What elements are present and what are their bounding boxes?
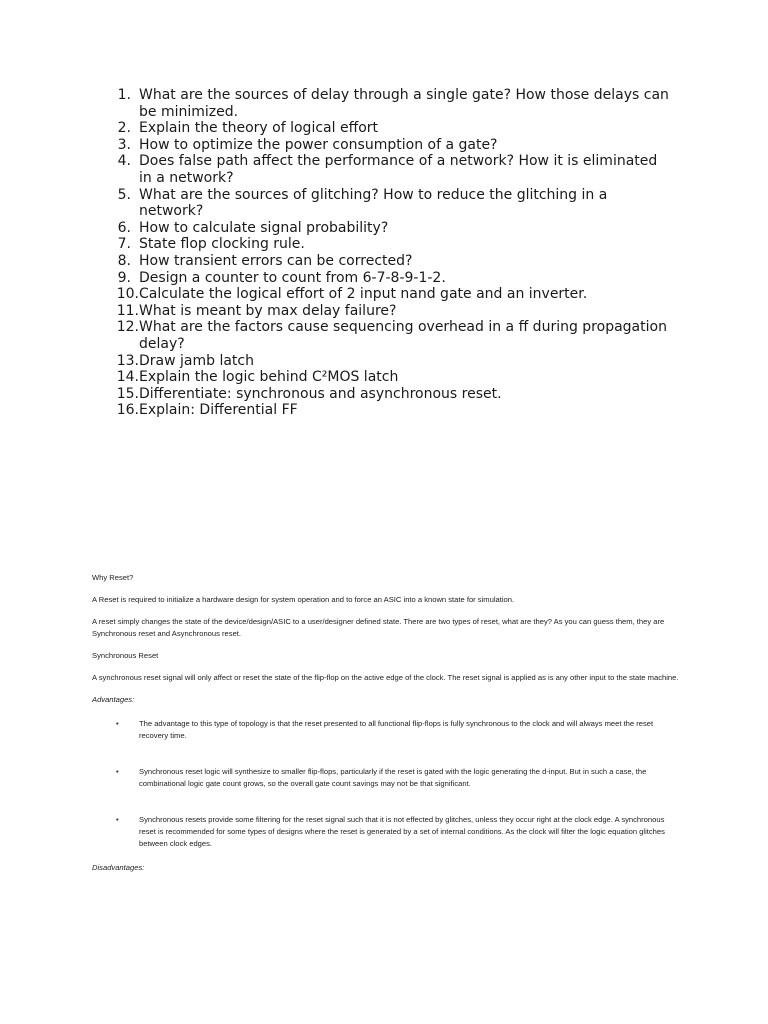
list-item <box>0 253 768 270</box>
item-number: 14. <box>116 369 139 386</box>
list-item <box>0 220 768 237</box>
item-text: Explain: Differential FF <box>139 402 298 419</box>
paragraph: A Reset is required to initialize a hardware design for system operation and to force an ASIC into a known state for simulation. <box>92 595 515 604</box>
list-item <box>0 120 768 137</box>
item-text: What are the sources of glitching? How to reduce the glitching in a network? <box>139 186 608 220</box>
item-text: Explain the logic behind C²MOS latch <box>139 369 399 386</box>
list-item <box>0 353 768 370</box>
item-number: 9. <box>117 269 131 286</box>
item-number: 12. <box>116 319 139 336</box>
item-number: 4. <box>117 153 131 170</box>
item-text: State flop clocking rule. <box>139 236 305 253</box>
item-text: Differentiate: synchronous and asynchronous reset. <box>139 385 502 402</box>
item-number: 13. <box>116 352 139 369</box>
paragraph: A synchronous reset signal will only affect or reset the state of the flip-flop on the active edge of the clock. The reset signal is applied as is any other input to the state machine. <box>92 673 679 682</box>
item-number: 3. <box>117 136 131 153</box>
bullet-item <box>92 814 682 850</box>
item-text: How transient errors can be corrected? <box>139 252 413 269</box>
list-item <box>0 236 768 253</box>
list-item <box>0 137 768 154</box>
item-number: 2. <box>117 120 131 137</box>
item-text: Draw jamb latch <box>139 352 254 369</box>
bullet-icon: • <box>116 767 119 776</box>
item-number: 6. <box>117 219 131 236</box>
list-item <box>0 402 768 419</box>
list-item <box>0 153 768 186</box>
item-number: 7. <box>117 236 131 253</box>
item-number: 1. <box>117 87 131 103</box>
item-text: Explain the theory of logical effort <box>139 120 379 137</box>
bullet-item <box>92 766 682 790</box>
item-number: 10. <box>116 286 139 303</box>
item-number: 8. <box>117 252 131 269</box>
bullet-text: Synchronous resets provide some filtering for the reset signal such that it is not effected by glitches, unless they occur right at the clock edge. A synchronous reset is recommended for some types of designs where the reset is generated by a set of internal conditions. As the clock will filter the logic equation glitches between clock edges. <box>139 815 665 848</box>
list-item <box>0 270 768 287</box>
list-item <box>0 187 768 220</box>
bullet-text: Synchronous reset logic will synthesize to smaller flip-flops, particularly if the reset is gated with the logic generating the d-input. But in such a case, the combinational logic gate count grows, so the overall gate count savings may not be that significant. <box>139 767 647 788</box>
section-heading-why-reset: Why Reset? <box>92 573 134 582</box>
list-item <box>0 286 768 303</box>
item-text: What is meant by max delay failure? <box>139 302 397 319</box>
advantages-heading: Advantages: <box>92 695 135 704</box>
list-item <box>0 369 768 386</box>
list-item <box>0 319 768 352</box>
bullet-text: The advantage to this type of topology is that the reset presented to all functional flip-flops is fully synchronous to the clock and will always meet the reset recovery time. <box>139 719 654 740</box>
item-number: 15. <box>116 385 139 402</box>
paragraph: A reset simply changes the state of the device/design/ASIC to a user/designer defined state. There are two types of reset, what are they? As you can guess them, they are Synchronous reset and Asynchronous reset. <box>92 617 665 638</box>
bullet-icon: • <box>116 815 119 824</box>
bullet-icon: • <box>116 719 119 728</box>
item-text: Does false path affect the performance of a network? How it is eliminated in a network? <box>139 153 658 186</box>
item-text: How to calculate signal probability? <box>139 219 389 236</box>
item-text: Design a counter to count from 6-7-8-9-1-2. <box>139 269 446 286</box>
item-text: Calculate the logical effort of 2 input nand gate and an inverter. <box>139 286 588 303</box>
list-item <box>0 87 768 120</box>
item-text: How to optimize the power consumption of a gate? <box>139 136 498 153</box>
item-number: 5. <box>117 186 131 203</box>
item-number: 16. <box>116 402 139 419</box>
item-text: What are the sources of delay through a single gate? How those delays can be minimized. <box>139 87 669 120</box>
disadvantages-heading: Disadvantages: <box>92 863 145 872</box>
bullet-item <box>92 718 682 742</box>
reset-notes <box>92 572 682 874</box>
list-item <box>0 303 768 320</box>
item-text: What are the factors cause sequencing overhead in a ff during propagation delay? <box>139 319 667 352</box>
question-list <box>0 87 768 419</box>
item-number: 11. <box>116 302 139 319</box>
section-heading-synchronous-reset: Synchronous Reset <box>92 651 159 660</box>
list-item <box>0 386 768 403</box>
